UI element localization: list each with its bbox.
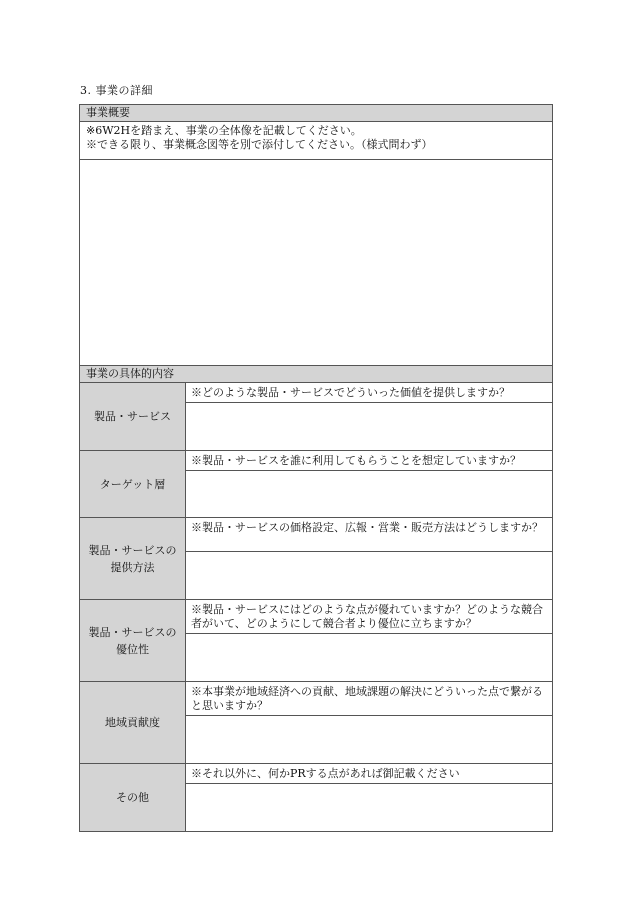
question-delivery-method: ※製品・サービスの価格設定、広報・営業・販売方法はどうしますか？: [186, 518, 553, 552]
row-label-advantage: 製品・サービスの 優位性: [80, 600, 186, 682]
overview-note-line-1: ※6W2Hを踏まえ、事業の全体像を記載してください。: [86, 124, 362, 137]
overview-header: 事業概要: [80, 105, 553, 122]
answer-delivery-method[interactable]: [186, 552, 553, 600]
row-label-delivery-method: 製品・サービスの 提供方法: [80, 518, 186, 600]
row-label-other: その他: [80, 764, 186, 832]
row-label-regional-contribution: 地域貢献度: [80, 682, 186, 764]
answer-regional-contribution[interactable]: [186, 716, 553, 764]
question-other: ※それ以外に、何かPRする点があれば御記載ください: [186, 764, 553, 784]
question-target: ※製品・サービスを誰に利用してもらうことを想定していますか？: [186, 451, 553, 471]
question-product-service: ※どのような製品・サービスでどういった価値を提供しますか？: [186, 383, 553, 403]
overview-note: [80, 122, 553, 160]
details-header: 事業の具体的内容: [80, 366, 553, 383]
business-details-table: [79, 104, 553, 832]
answer-product-service[interactable]: [186, 403, 553, 451]
row-label-product-service: 製品・サービス: [80, 383, 186, 451]
answer-other[interactable]: [186, 784, 553, 832]
question-advantage: ※製品・サービスにはどのような点が優れていますか？どのような競合者がいて、どのようにして競合者より優位に立ちますか？: [186, 600, 553, 634]
answer-advantage[interactable]: [186, 634, 553, 682]
question-regional-contribution: ※本事業が地域経済への貢献、地域課題の解決にどういった点で繋がると思いますか？: [186, 682, 553, 716]
row-label-target: ターゲット層: [80, 451, 186, 518]
section-heading: 3. 事業の詳細: [80, 84, 153, 97]
answer-target[interactable]: [186, 471, 553, 518]
overview-note-line-2: ※できる限り、事業概念図等を別で添付してください。（様式問わず）: [86, 138, 433, 151]
overview-input-area[interactable]: [80, 160, 553, 366]
